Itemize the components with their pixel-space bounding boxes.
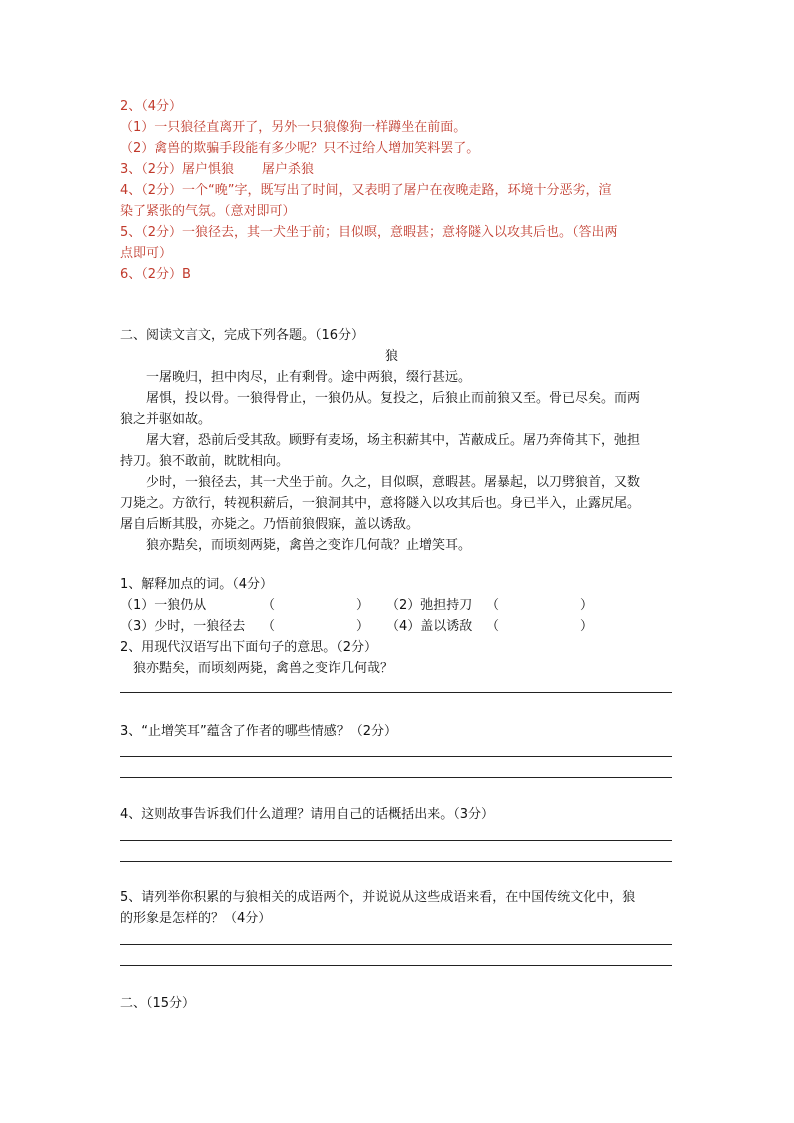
answer-3-part1: 3、（2分）屠户惧狼 — [120, 162, 235, 177]
question-1-item-1: （1）一狼仍从 — [120, 598, 207, 613]
answer-6: 6、（2分）B — [120, 267, 191, 282]
blank-open: （ — [486, 598, 500, 613]
passage-paragraph-1: 一屠晚归，担中肉尽，止有剩骨。途中两狼，缀行甚远。 — [146, 370, 472, 385]
answer-2-1: （1）一只狼径直离开了，另外一只狼像狗一样蹲坐在前面。 — [120, 120, 467, 135]
answer-line — [120, 692, 672, 693]
passage-paragraph-4-line3: 屠自后断其股，亦毙之。乃悟前狼假寐，盖以诱敌。 — [120, 517, 420, 532]
answer-line — [120, 756, 672, 757]
blank-close: ） — [356, 619, 370, 634]
question-4-prompt: 4、这则故事告诉我们什么道理？请用自己的话概括出来。（3分） — [120, 807, 495, 822]
passage-paragraph-5: 狼亦黠矣，而顷刻两毙，禽兽之变诈几何哉？止增笑耳。 — [146, 538, 472, 553]
blank-open: （ — [486, 619, 500, 634]
answer-3 — [120, 160, 314, 180]
answer-line — [120, 965, 672, 966]
blank-close: ） — [356, 598, 370, 613]
question-5-prompt-line1: 5、请列举你积累的与狼相关的成语两个，并说说从这些成语来看，在中国传统文化中，狼 — [120, 890, 636, 905]
passage-paragraph-2-line2: 狼之并驱如故。 — [120, 412, 212, 427]
passage-paragraph-3-line1: 屠大窘，恐前后受其敌。顾野有麦场，场主积薪其中，苫蔽成丘。屠乃奔倚其下，弛担 — [146, 433, 641, 448]
question-1-prompt: 1、解释加点的词。（4分） — [120, 577, 274, 592]
blank-close: ） — [580, 619, 594, 634]
blank-open: （ — [262, 598, 276, 613]
passage-title: 狼 — [385, 349, 399, 364]
answer-line — [120, 840, 672, 841]
answer-3-part2: 屠户杀狼 — [262, 162, 315, 177]
question-3-prompt: 3、“止增笑耳”蕴含了作者的哪些情感？（2分） — [120, 724, 398, 739]
answer-line — [120, 861, 672, 862]
answer-line — [120, 944, 672, 945]
question-2-prompt: 2、用现代汉语写出下面句子的意思。（2分） — [120, 640, 378, 655]
passage-paragraph-4-line2: 刀毙之。方欲行，转视积薪后，一狼洞其中，意将隧入以攻其后也。身已半入，止露尻尾。 — [120, 496, 641, 511]
answer-2-heading: 2、（4分） — [120, 99, 183, 114]
answer-4-line2: 染了紧张的气氛。（意对即可） — [120, 204, 296, 219]
question-1-item-4: （4）盖以诱敌 — [386, 619, 473, 634]
passage-paragraph-2-line1: 屠惧，投以骨。一狼得骨止，一狼仍从。复投之，后狼止而前狼又至。骨已尽矣。而两 — [146, 391, 641, 406]
answer-5-line1: 5、（2分）一狼径去，其一犬坐于前；目似暝，意暇甚；意将隧入以攻其后也。（答出两 — [120, 225, 618, 240]
question-1-item-3: （3）少时，一狼径去 — [120, 619, 246, 634]
answer-5-line2: 点即可） — [120, 246, 173, 261]
question-5-prompt-line2: 的形象是怎样的？（4分） — [120, 911, 272, 926]
answer-4-line1: 4、（2分）一个“晚”字，既写出了时间，又表明了屠户在夜晚走路，环境十分恶劣，渲 — [120, 183, 612, 198]
blank-close: ） — [580, 598, 594, 613]
passage-paragraph-3-line2: 持刀。狼不敢前，眈眈相向。 — [120, 454, 290, 469]
answer-line — [120, 777, 672, 778]
question-2-sentence: 狼亦黠矣，而顷刻两毙，禽兽之变诈几何哉？ — [133, 661, 394, 676]
answer-2-2: （2）禽兽的欺骗手段能有多少呢？只不过给人增加笑料罢了。 — [120, 141, 480, 156]
passage-paragraph-4-line1: 少时，一狼径去，其一犬坐于前。久之，目似暝，意暇甚。屠暴起，以刀劈狼首，又数 — [146, 475, 641, 490]
section-3-heading: 二、（15分） — [120, 996, 196, 1011]
blank-open: （ — [262, 619, 276, 634]
section-2-heading: 二、阅读文言文，完成下列各题。（16分） — [120, 328, 365, 343]
question-1-item-2: （2）弛担持刀 — [386, 598, 473, 613]
